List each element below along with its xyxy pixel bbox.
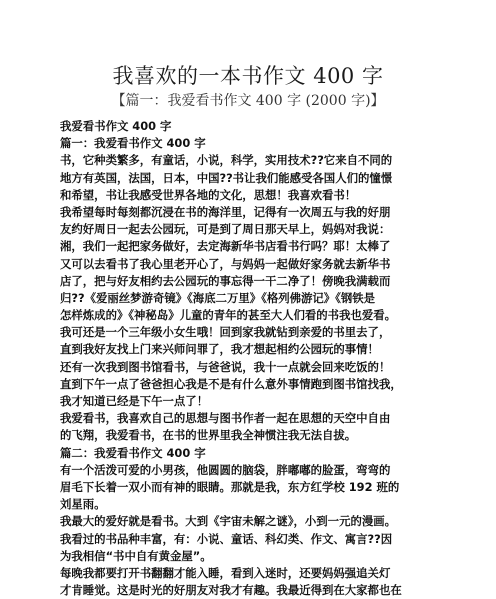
body-line: 才肯睡觉。这是时光的好朋友对我才有趣。我最近得到在大家都也在 xyxy=(60,583,402,598)
body-line: 每晚我都要打开书翻翻才能入睡，看到入迷时，还要妈妈强追关灯 xyxy=(60,565,391,580)
document-title: 我喜欢的一本书作文 400 字 xyxy=(112,64,384,88)
body-line: 我才知道已经是下午一点了！ xyxy=(60,394,209,408)
body-line: 还有一次我到图书馆看书，与爸爸说，我十一点就会回来吃饭的！ xyxy=(60,359,391,374)
body-line: 眉毛下长着一双小而有神的眼睛。那就是我，东方红学校 192 班的 xyxy=(60,479,400,494)
body-line: 的飞翔，我爱看书，在书的世界里我全神惯注我无法自拔。 xyxy=(60,428,357,443)
body-line: 我爱看书作文 400 字 xyxy=(60,119,172,133)
body-line: 我最大的爱好就是看书。大到《宇宙未解之谜》，小到一元的漫画。 xyxy=(60,514,397,529)
body-line: 友约好周日一起去公园玩，可是到了周日那天早上，妈妈对我说： xyxy=(60,222,391,237)
document-body xyxy=(60,118,450,599)
body-line: 店了，把与好友相约去公园玩的事忘得一干二净了！傍晚我满载而 xyxy=(60,273,391,288)
body-line: 篇一：我爱看书作文 400 字 xyxy=(60,136,206,151)
body-line: 地方有英国，法国，日本，中国??书让我们能感受各国人们的憧憬 xyxy=(60,170,393,185)
body-line: 我爱看书，我喜欢自己的思想与图书作者一起在思想的天空中自由 xyxy=(60,411,391,426)
body-line: 怎样炼成的》《神秘岛》儿童的青年的甚至大人们看的书我也爱看。 xyxy=(60,308,397,323)
body-line: 和希望，书让我感受世界各地的文化，思想！我喜欢看书！ xyxy=(60,187,357,202)
body-line: 直到我好友找上门来兴师问罪了，我才想起相约公园玩的事情！ xyxy=(60,342,379,357)
body-line: 我可还是一个三年级小女生哦！回到家我就钻到亲爱的书里去了， xyxy=(60,325,391,340)
body-line: 归??《爱丽丝梦游奇镜》《海底二万里》《格列佛游记》《钢铁是 xyxy=(60,290,376,305)
body-line: 刘星雨。 xyxy=(60,497,106,512)
document-subtitle: 【篇一：我爱看书作文 400 字 (2000 字)】 xyxy=(111,93,385,109)
body-line: 我希望每时每刻都沉浸在书的海洋里，记得有一次周五与我的好朋 xyxy=(60,204,391,219)
body-line: 又可以去看书了我心里老开心了，与妈妈一起做好家务就去新华书 xyxy=(60,256,391,271)
body-line: 我看过的书品种丰富，有：小说、童话、科幻类、作文、寓言??因 xyxy=(60,531,393,546)
body-line: 湘，我们一起把家务做好，去定海新华书店看书行吗？耶！太棒了 xyxy=(60,239,391,254)
body-line: 有一个活泼可爱的小男孩，他圆圆的脑袋，胖嘟嘟的脸蛋，弯弯的 xyxy=(60,462,391,477)
body-line: 书，它种类繁多，有童话，小说，科学，实用技术??它来自不同的 xyxy=(60,153,393,168)
body-line: 为我相信“书中自有黄金屋”。 xyxy=(60,548,212,563)
body-line: 直到下午一点了爸爸担心我是不是有什么意外事情跑到图书馆找我， xyxy=(60,376,402,391)
body-line: 篇二：我爱看书作文 400 字 xyxy=(60,445,206,460)
